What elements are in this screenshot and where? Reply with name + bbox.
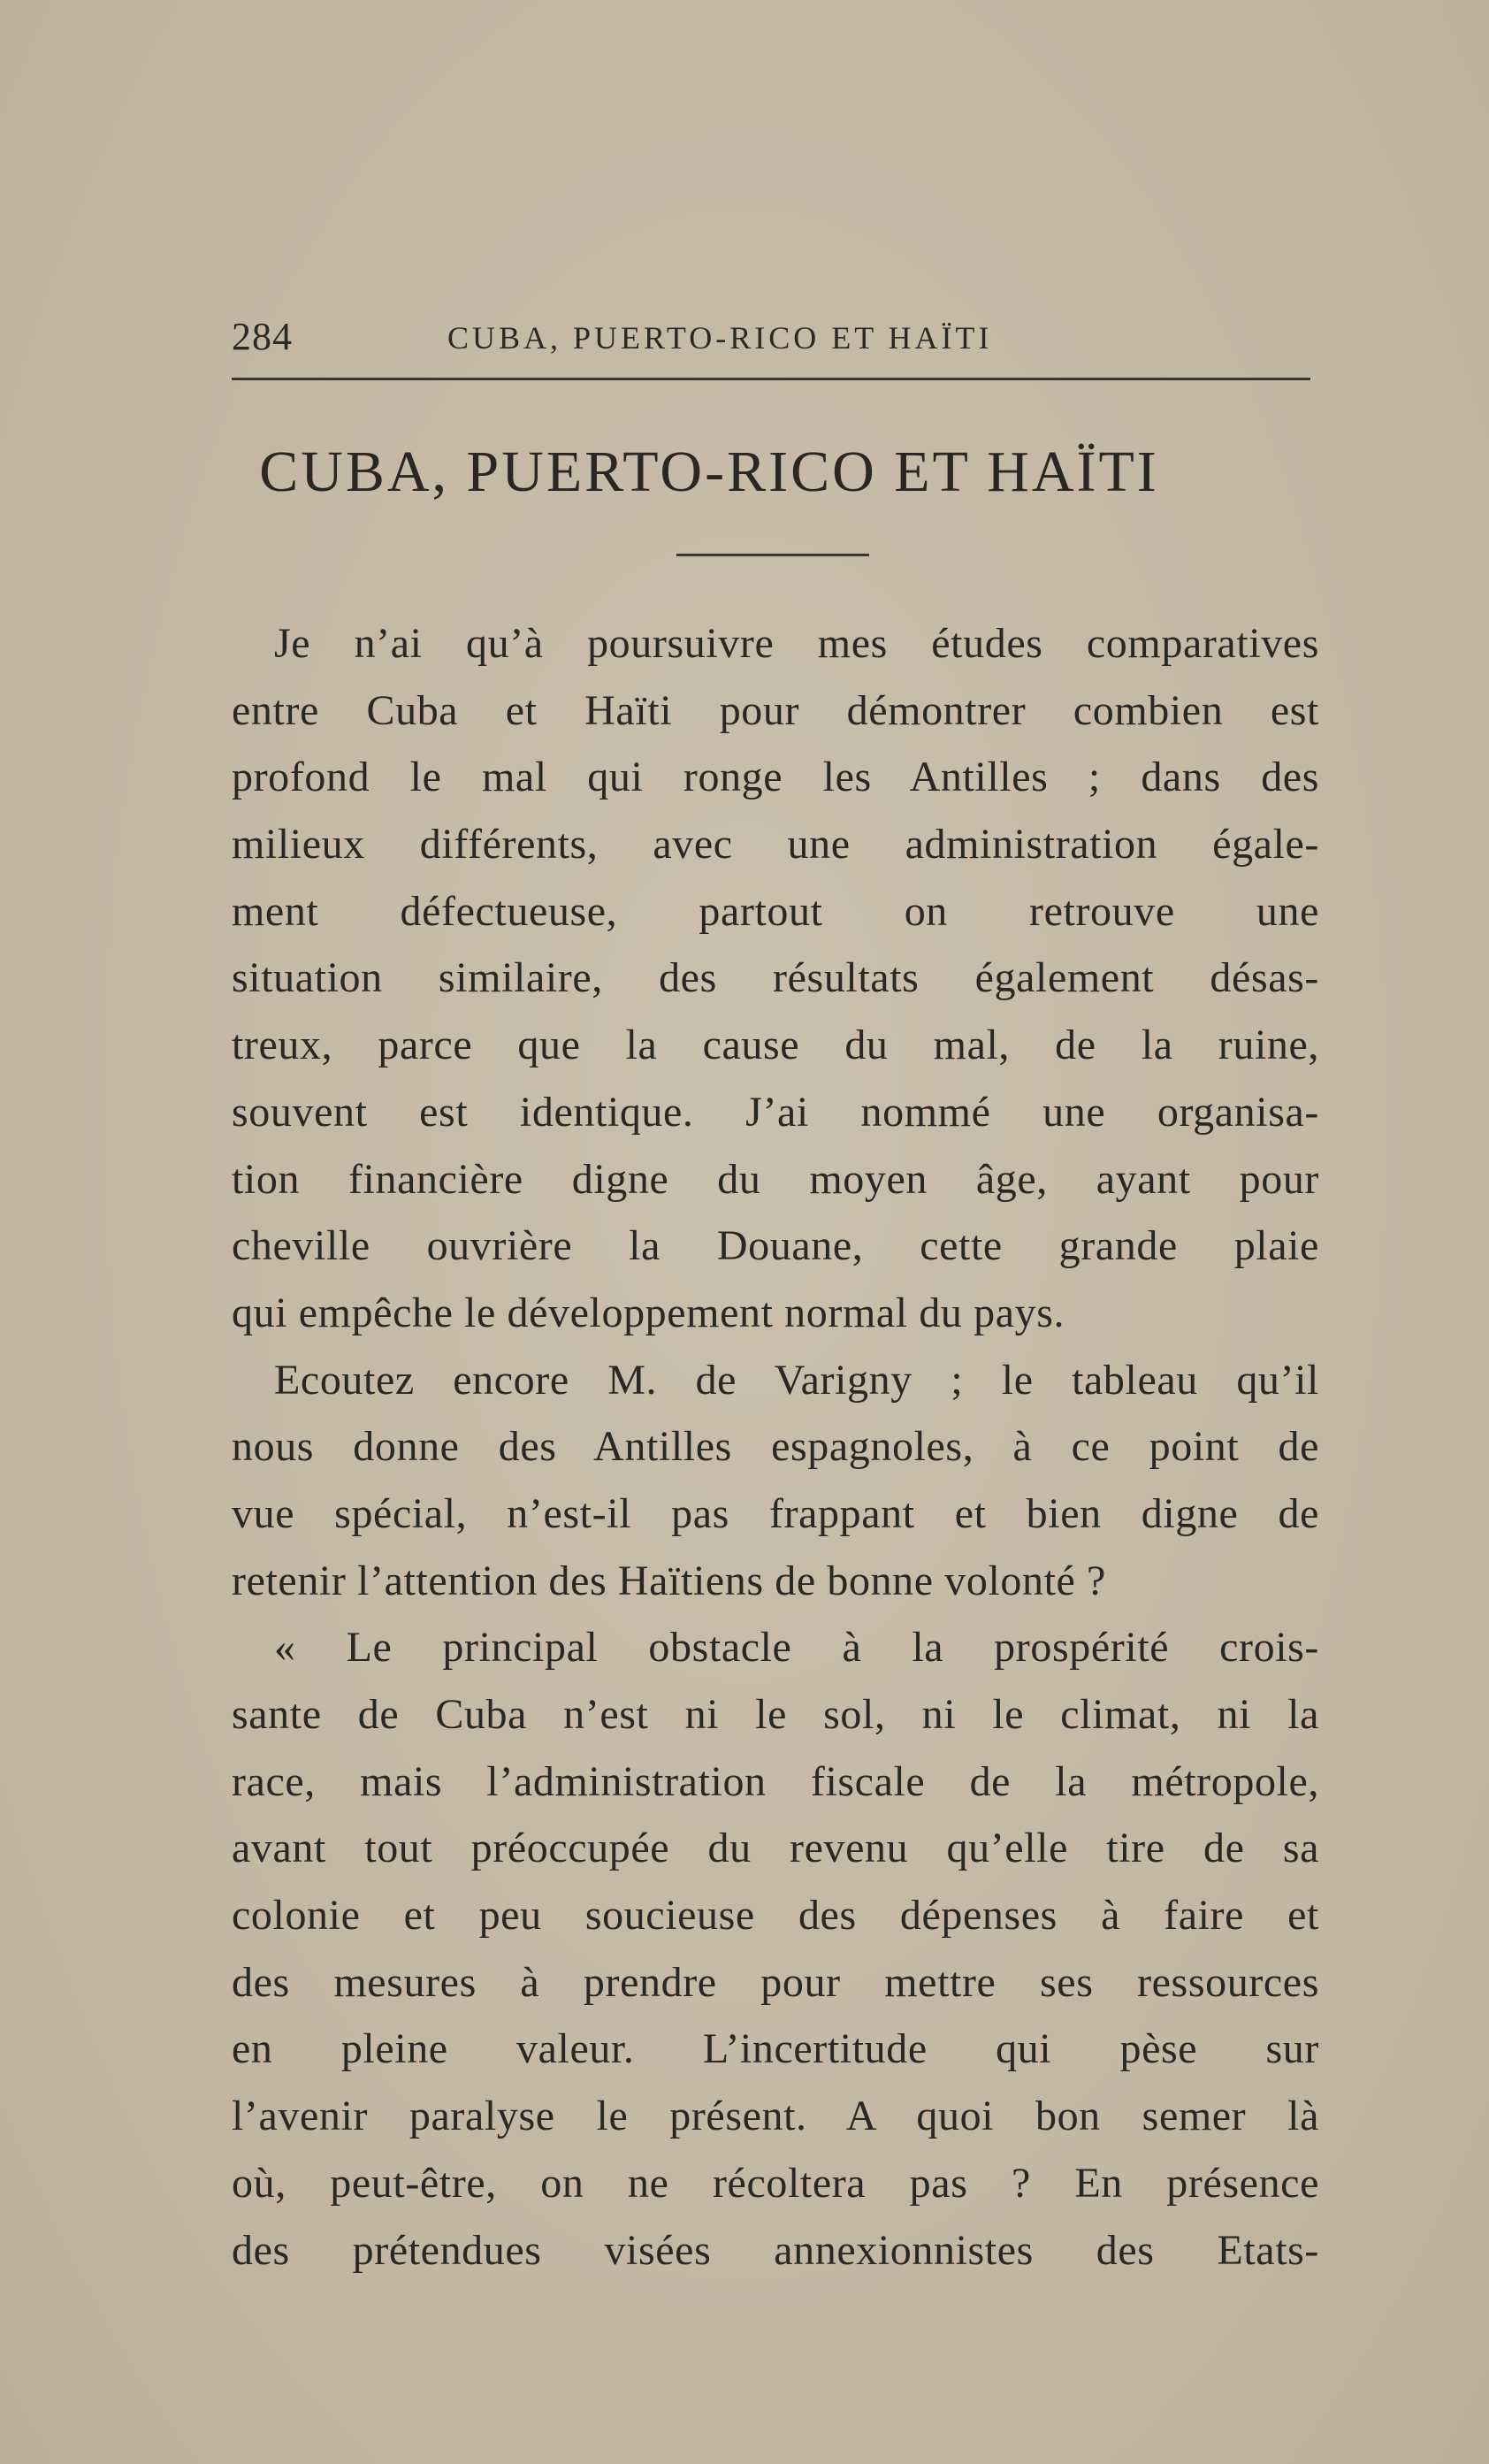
chapter-title-rule [676, 554, 869, 556]
text-line: profond le mal qui ronge les Antilles ; dans des [232, 754, 1319, 801]
text-line: entre Cuba et Haïti pour démontrer combien est [232, 686, 1319, 734]
text-line: vue spécial, n’est-il pas frappant et bien digne de [232, 1489, 1319, 1537]
running-head [232, 314, 1310, 367]
text-line: milieux différents, avec une administration égale- [232, 821, 1319, 869]
text-line: sante de Cuba n’est ni le sol, ni le climat, ni la [232, 1691, 1319, 1738]
text-line: souvent est identique. J’ai nommé une organisa- [232, 1088, 1319, 1136]
page-number: 284 [232, 315, 293, 358]
chapter-title: CUBA, PUERTO-RICO ET HAÏTI [259, 440, 1159, 504]
text-line: colonie et peu soucieuse des dépenses à faire et [232, 1892, 1319, 1940]
running-head-rule [232, 378, 1310, 380]
text-line: nous donne des Antilles espagnoles, à ce point de [232, 1423, 1319, 1471]
body-text [232, 610, 1319, 2284]
text-line: avant tout préoccupée du revenu qu’elle tire de sa [232, 1825, 1319, 1872]
text-line: ment défectueuse, partout on retrouve une [232, 887, 1319, 935]
text-line: treux, parce que la cause du mal, de la ruine, [232, 1022, 1319, 1069]
running-head-title: CUBA, PUERTO-RICO ET HAÏTI [447, 320, 993, 356]
text-line: Ecoutez encore M. de Varigny ; le tableau qu’il [274, 1356, 1319, 1404]
text-line: tion financière digne du moyen âge, ayant pour [232, 1155, 1319, 1203]
text-line: retenir l’attention des Haïtiens de bonne volonté ? [232, 1557, 1106, 1604]
text-line: qui empêche le développement normal du pays. [232, 1289, 1065, 1336]
text-line: « Le principal obstacle à la prospérité crois- [274, 1624, 1319, 1672]
text-line: situation similaire, des résultats également désas- [232, 954, 1319, 1002]
text-line: en pleine valeur. L’incertitude qui pèse sur [232, 2025, 1319, 2073]
text-line: l’avenir paralyse le présent. A quoi bon semer là [232, 2093, 1319, 2140]
text-line: des prétendues visées annexionnistes des Etats- [232, 2226, 1319, 2274]
text-line: cheville ouvrière la Douane, cette grande plaie [232, 1222, 1319, 1270]
text-line: race, mais l’administration fiscale de la métropole, [232, 1757, 1319, 1805]
text-line: où, peut-être, on ne récoltera pas ? En présence [232, 2159, 1319, 2207]
text-line: des mesures à prendre pour mettre ses ressources [232, 1958, 1319, 2006]
text-line: Je n’ai qu’à poursuivre mes études comparatives [274, 620, 1319, 667]
